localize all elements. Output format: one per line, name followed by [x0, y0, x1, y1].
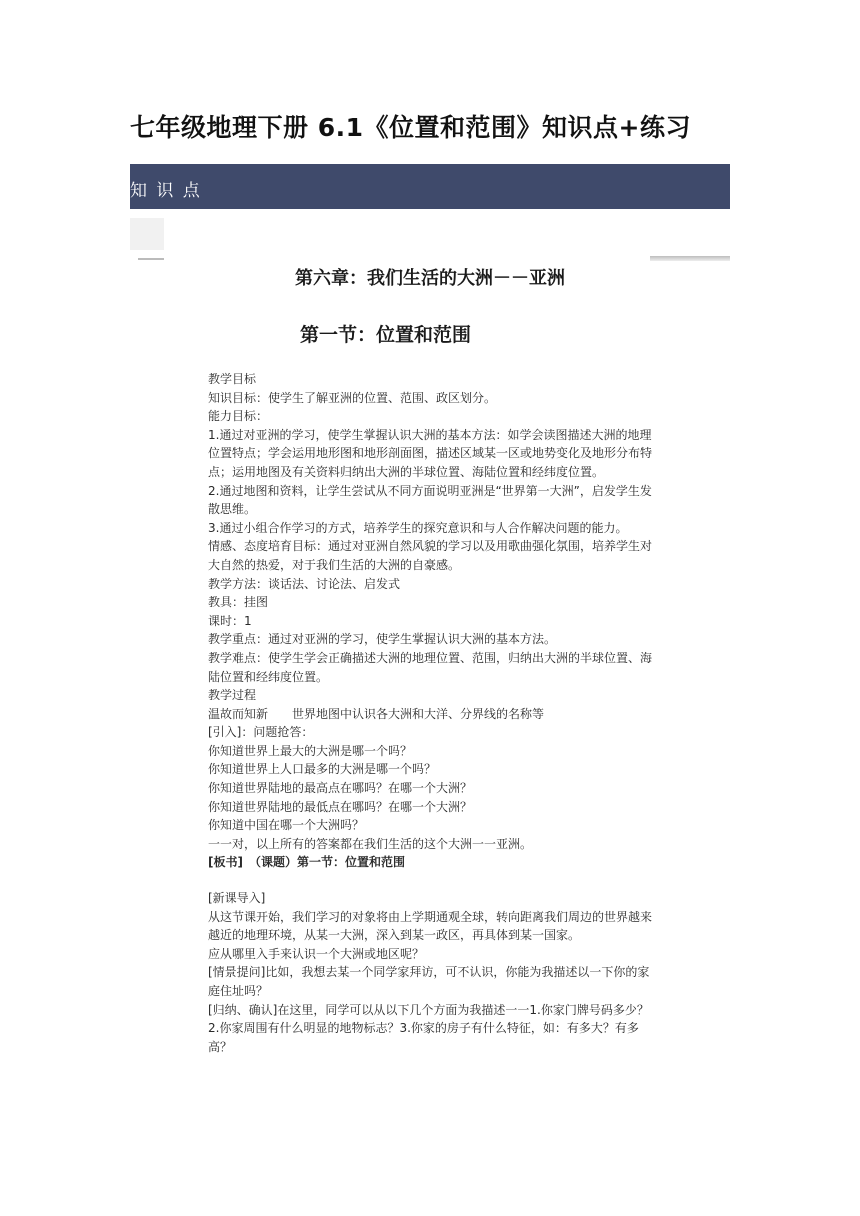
- lesson-paragraph: 教学重点：通过对亚洲的学习，使学生掌握认识大洲的基本方法。: [208, 632, 557, 647]
- lesson-paragraph: 3.通过小组合作学习的方式，培养学生的探究意识和与人合作解决问题的能力。: [208, 520, 628, 535]
- lesson-paragraph: 温故而知新 世界地图中认识各大洲和大洋、分界线的名称等: [208, 706, 545, 721]
- lesson-paragraph: 你知道世界陆地的最低点在哪吗？在哪一个大洲？: [208, 799, 473, 814]
- image-placeholder: [130, 218, 164, 250]
- lesson-paragraph: 2.通过地图和资料，让学生尝试从不同方面说明亚洲是“世界第一大洲”，启发学生发散思维。: [208, 483, 652, 517]
- lesson-paragraph: 课时：1: [208, 613, 252, 628]
- lesson-paragraph: [引入]：问题抢答：: [208, 725, 314, 740]
- scan-edge-shadow: [650, 256, 730, 261]
- scanned-page-image: [130, 252, 730, 1072]
- lesson-paragraph: 能力目标：: [208, 409, 269, 424]
- lesson-paragraph: 你知道世界陆地的最高点在哪吗？在哪一个大洲？: [208, 781, 473, 796]
- lesson-paragraph: [板书] （课题）第一节：位置和范围: [208, 855, 405, 870]
- lesson-paragraph: 一一对，以上所有的答案都在我们生活的这个大洲一一亚洲。: [208, 836, 533, 851]
- lesson-paragraph: 教具：挂图: [208, 595, 269, 610]
- section-header-label: 知 识 点: [130, 181, 202, 201]
- lesson-paragraph: 从这节课开始，我们学习的对象将由上学期通观全球，转向距离我们周边的世界越来越近的地理环境，从某一大洲，深入到某一政区，再具体到某一国家。: [208, 909, 653, 943]
- lesson-paragraph: [归纳、确认]在这里，同学可以从以下几个方面为我描述一一1.你家门牌号码多少？2.你家周围有什么明显的地物标志？3.你家的房子有什么特征，如：有多大？有多高？: [208, 1002, 649, 1054]
- lesson-paragraph: 教学方法：谈话法、讨论法、启发式: [208, 576, 401, 591]
- scan-edge-mark: [138, 258, 164, 260]
- document-title: 七年级地理下册 6.1《位置和范围》知识点+练习: [130, 113, 691, 142]
- section-heading: 第一节：位置和范围: [300, 324, 472, 346]
- lesson-paragraph: 教学难点：使学生学会正确描述大洲的地理位置、范围，归纳出大洲的半球位置、海陆位置和经纬度位置。: [208, 650, 653, 684]
- lesson-paragraph: 你知道世界上最大的大洲是哪一个吗？: [208, 743, 413, 758]
- lesson-paragraph: 应从哪里入手来认识一个大洲或地区呢？: [208, 946, 425, 961]
- lesson-paragraph: 知识目标：使学生了解亚洲的位置、范围、政区划分。: [208, 390, 497, 405]
- lesson-paragraph: 情感、态度培育目标：通过对亚洲自然风貌的学习以及用歌曲强化氛围，培养学生对大自然的热爱，对于我们生活的大洲的自豪感。: [208, 539, 653, 572]
- lesson-paragraph: 你知道世界上人口最多的大洲是哪一个吗？: [208, 762, 437, 777]
- lesson-paragraph: 1.通过对亚洲的学习，使学生掌握认识大洲的基本方法：如学会读图描述大洲的地理位置特点；学会运用地形图和地形剖面图，描述区域某一区或地势变化及地形分布特点；运用地图及有关资料归纳出大洲的半球位置、海陆位置和经纬度位置。: [208, 427, 653, 479]
- lesson-plan-body: [182, 370, 660, 1056]
- lesson-paragraph: 你知道中国在哪一个大洲吗？: [208, 818, 365, 833]
- lesson-paragraph: 教学过程: [208, 688, 257, 703]
- lesson-paragraph: 教学目标: [208, 372, 257, 386]
- lesson-paragraph: [情景提问]比如，我想去某一个同学家拜访，可不认识，你能为我描述以一下你的家庭住址吗？: [208, 965, 650, 998]
- chapter-heading: 第六章：我们生活的大洲－－亚洲: [295, 268, 565, 289]
- section-header-bar: [130, 164, 730, 209]
- lesson-paragraph: [新课导入]: [208, 891, 266, 906]
- paragraph-gap: [182, 872, 660, 889]
